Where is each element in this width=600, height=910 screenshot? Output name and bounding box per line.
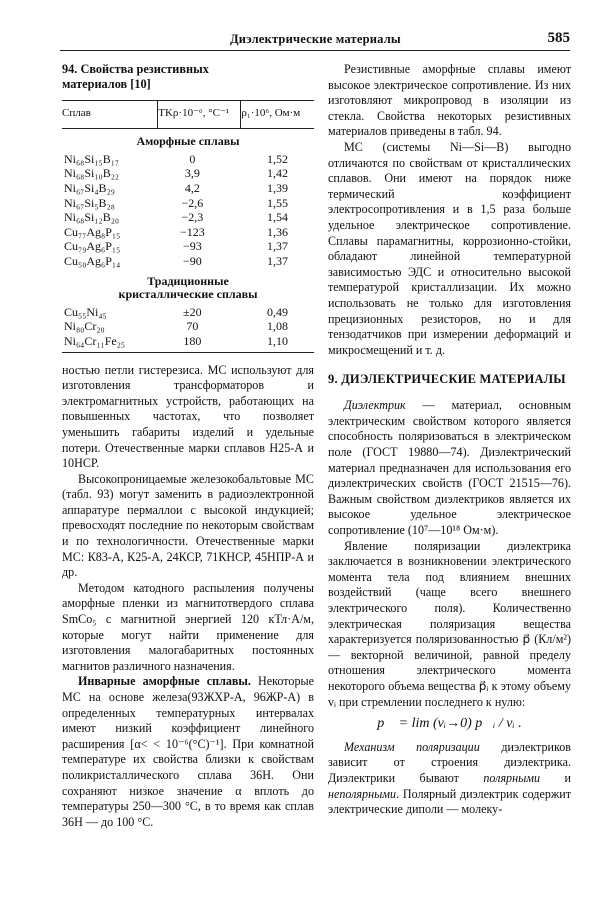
table-row: Cu₅₀Ag₆P₁₄ −90 1,37 xyxy=(64,253,288,268)
term-nonpolar: неполярными xyxy=(328,786,397,801)
table-row: Ni₆₈Si₁₂B₂₀ −2,3 1,54 xyxy=(64,210,288,225)
section-heading: 9. ДИЭЛЕКТРИЧЕСКИЕ МАТЕРИАЛЫ xyxy=(328,372,566,387)
paragraph: МС (системы Ni—Si—B) выгодно отличаются по свойствам от кристаллических сплавов. Они имеют на порядок ниже термический коэффициент электросопротивления и в 1,5 раза больше удельное электрическое сопротивление. Сплавы парамагнитны, коррозионно-стойки, обладают линейной температурной зависимостью ЭДС и относительно высокой температурой кристаллизации. Их можно использовать не только для изготовления прецизионных резисторов, но и для тензодатчиков при измерении деформаций и микросмещений и т. д. xyxy=(328,139,571,357)
table-row: Cu₇₉Ag₆P₁₅ −93 1,37 xyxy=(64,239,288,254)
table-caption: 94. Свойства резистивных материалов [10] xyxy=(62,62,209,91)
table-row: Cu₇₇Ag₈P₁₅ −123 1,36 xyxy=(64,224,288,239)
col-header-rho: ρ₁·10⁶, Ом·м xyxy=(241,101,314,129)
invar-lead: Инварные аморфные сплавы. xyxy=(78,674,251,689)
left-column xyxy=(62,62,314,830)
table-row: Ni₆₈Si₁₀B₂₂ 3,9 1,42 xyxy=(64,166,288,181)
resistive-materials-table xyxy=(62,100,314,353)
paragraph: Высокопроницаемые железокобальтовые МС (табл. 93) могут заменить в радиоэлектронной аппаратуре пермаллои с высокой индукцией; превосходят последние по некоторым свойствам и по технологичности. Отечественные марки МС: К83-А, К25-А, 24КСР, 71КНСР, 45НПР-А и др. xyxy=(62,471,314,580)
section-amorphous: Аморфные сплавы xyxy=(136,134,240,148)
col-header-alloy: Сплав xyxy=(62,101,158,129)
paragraph: Резистивные аморфные сплавы имеют высокое электрическое сопротивление. Из них изготовляют микропровод в изоляции из стекла. Свойства некоторых резистивных материалов приведены в табл. 94. xyxy=(328,62,571,139)
running-header xyxy=(60,30,570,51)
polarization-formula: p⃗ = lim (vᵢ→0) p⃗ᵢ / vᵢ . xyxy=(377,716,522,732)
term-polar: полярными xyxy=(483,770,541,785)
section-traditional: Традиционные кристаллические сплавы xyxy=(118,273,258,301)
page-number: 585 xyxy=(547,30,570,46)
table-row: Ni₈₀Cr₂₀ 70 1,08 xyxy=(64,319,288,334)
paragraph: Диэлектрик — материал, основным электрическим свойством которого является способность поляризоваться в электрическом поле (ГОСТ 19880—74). Диэлектрический материал предназначен для использования его диэлектрических свойств (ГОСТ 21515—76). Важным свойством диэлектриков является их высокое удельное электрическое сопротивление (10⁷—10¹⁸ Ом·м). xyxy=(328,398,571,538)
table-row: Ni₆₈Si₁₅B₁₇ 0 1,52 xyxy=(64,151,288,166)
term-dielectric: Диэлектрик xyxy=(344,398,406,413)
paragraph: Явление поляризации диэлектрика заключается в возникновении электрического момента тела под влиянием внешних воздействий (чаще всего внешнего электрического поля). Количественно электрическая поляризация вещества характеризуется поляризованностью p⃗ (Кл/м²) — векторной величиной, равной пределу отношения электрического момента некоторого объема вещества p⃗ᵢ к этому объему vᵢ при стремлении последнего к нулю: xyxy=(328,538,571,709)
paragraph: Механизм поляризации диэлектриков зависит от строения диэлектрика. Диэлектрики бывают полярными и неполярными. Полярный диэлектрик содержит электрические диполи — молеку- xyxy=(328,739,571,817)
paragraph: Методом катодного распыления получены аморфные пленки из магнитотвердого сплава SmCo₅ с магнитной энергией 120 кТл·А/м, которые могут найти применение для изготовления малогабаритных постоянных магнитов различного назначения. xyxy=(62,580,314,673)
paragraph: ностью петли гистерезиса. МС используют для изготовления трансформаторов и электромагнитных устройств, работающих на повышенных частотах, что позволяет уменьшить габариты изделий и удельные потери. Отечественные марки сплавов Н25-А и 10НСР. xyxy=(62,362,314,471)
table-row: Ni₆₄Cr₁₁Fe₂₅ 180 1,10 xyxy=(62,334,314,352)
right-column xyxy=(328,62,571,818)
running-title: Диэлектрические материалы xyxy=(230,32,401,46)
col-header-tk: TKρ·10⁻⁶, °C⁻¹ xyxy=(158,101,241,129)
table-row: Ni₆₇Si₅B₂₈ −2,6 1,55 xyxy=(64,195,288,210)
table-row: Cu₅₅Ni₄₅ ±20 0,49 xyxy=(64,304,288,319)
paragraph-invar: Инварные аморфные сплавы. Некоторые МС на основе железа(93ЖХР-А, 96ЖР-А) в определенных температурных интервалах имеют низкий коэффициент линейного расширения [α< < 10⁻⁶(°C)⁻¹]. При комнатной температуре их свойства близки к свойствам поликристаллического сплава 36Н. Они сохраняют низкое значение α вплоть до температуры 250—300 °С, в то время как сплав 36Н — до 100 °С. xyxy=(62,674,314,829)
table-row: Ni₆₇Si₄B₂₉ 4,2 1,39 xyxy=(64,180,288,195)
term-polarization-mechanism: Механизм поляризации xyxy=(344,739,480,754)
